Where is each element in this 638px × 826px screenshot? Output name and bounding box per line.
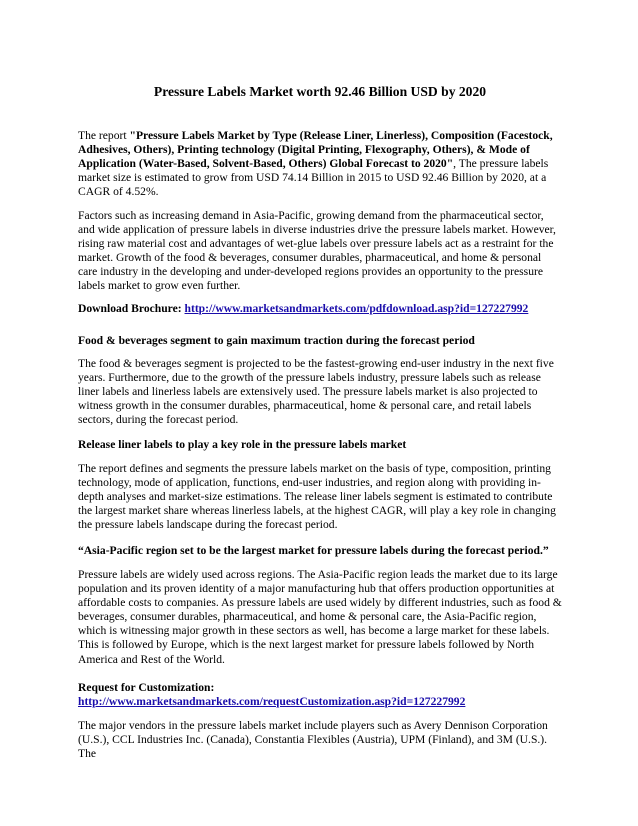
customization-link[interactable]: http://www.marketsandmarkets.com/requestCustomization.asp?id=127227992 — [78, 695, 466, 709]
intro-prefix: The report — [78, 129, 130, 142]
brochure-link[interactable]: http://www.marketsandmarkets.com/pdfdownload.asp?id=127227992 — [184, 302, 529, 315]
food-paragraph: The food & beverages segment is projected to be the fastest-growing end-user industry in the next five years. Furthermore, due to the growth of the pressure labels industry, pressure labels such as release liner labels and linerless labels are extensively used. The pressure labels market is also projected to witness growth in the consumer durables, pharmaceutical, home & personal care, and retail labels sectors, during the forecast period. — [78, 357, 554, 427]
brochure-label: Download Brochure: — [78, 302, 185, 315]
intro-suffix: , The pressure labels market size is estimated to grow from USD 74.14 Billion in 2015 to USD 92.46 Billion by 2020, at a CAGR of 4.52%. — [78, 157, 549, 199]
intro-paragraph — [78, 129, 562, 199]
report-name: "Pressure Labels Market by Type (Release Liner, Linerless), Composition (Facestock, Adhesives, Others), Printing technology (Digital Printing, Flexography, Others), & Mode of Application (Water-Based, Solvent-Based, Others) Global Forecast to 2020" — [78, 129, 553, 171]
page-title: Pressure Labels Market worth 92.46 Billion USD by 2020 — [153, 84, 487, 99]
release-heading: Release liner labels to play a key role in the pressure labels market — [78, 438, 407, 451]
brochure-line — [78, 302, 562, 316]
vendors-paragraph: The major vendors in the pressure labels market include players such as Avery Dennison Corporation (U.S.), CCL Industries Inc. (Canada), Constantia Flexibles (Austria), UPM (Finland), and 3M (U.S.). The — [78, 719, 548, 761]
release-paragraph: The report defines and segments the pressure labels market on the basis of type, composition, printing technology, mode of application, functions, end-user industries, and region along with providing in-depth analyses and market-size estimations. The release liner labels segment is estimated to contribute the largest market share whereas linerless labels, at the highest CAGR, will play a key role in changing the pressure labels landscape during the forecast period. — [78, 462, 556, 532]
food-heading: Food & beverages segment to gain maximum traction during the forecast period — [78, 334, 475, 347]
asia-heading: “Asia-Pacific region set to be the largest market for pressure labels during the forecast period.” — [78, 544, 549, 557]
factors-paragraph: Factors such as increasing demand in Asia-Pacific, growing demand from the pharmaceutical sector, and wide application of pressure labels in diverse industries drive the pressure labels market. However, rising raw material cost and advantages of wet-glue labels over pressure labels act as a restraint for the market. Growth of the food & beverages, consumer durables, pharmaceutical, and home & personal care industry in the developing and under-developed regions provides an opportunity to the pressure labels market to grow even further. — [78, 209, 556, 293]
customization-label: Request for Customization: — [78, 681, 215, 694]
asia-paragraph: Pressure labels are widely used across regions. The Asia-Pacific region leads the market due to its large population and its proven identity of a major manufacturing hub that offers production opportunities at affordable costs to companies. As pressure labels are used widely by different industries, such as food & beverages, consumer durables, pharmaceutical, and home & personal care, the Asia-Pacific region, which is witnessing major growth in these sectors as well, has become a large market for these labels. This is followed by Europe, which is the next largest market for pressure labels followed by North America and Rest of the World. — [78, 568, 562, 666]
customization-block — [78, 681, 562, 709]
